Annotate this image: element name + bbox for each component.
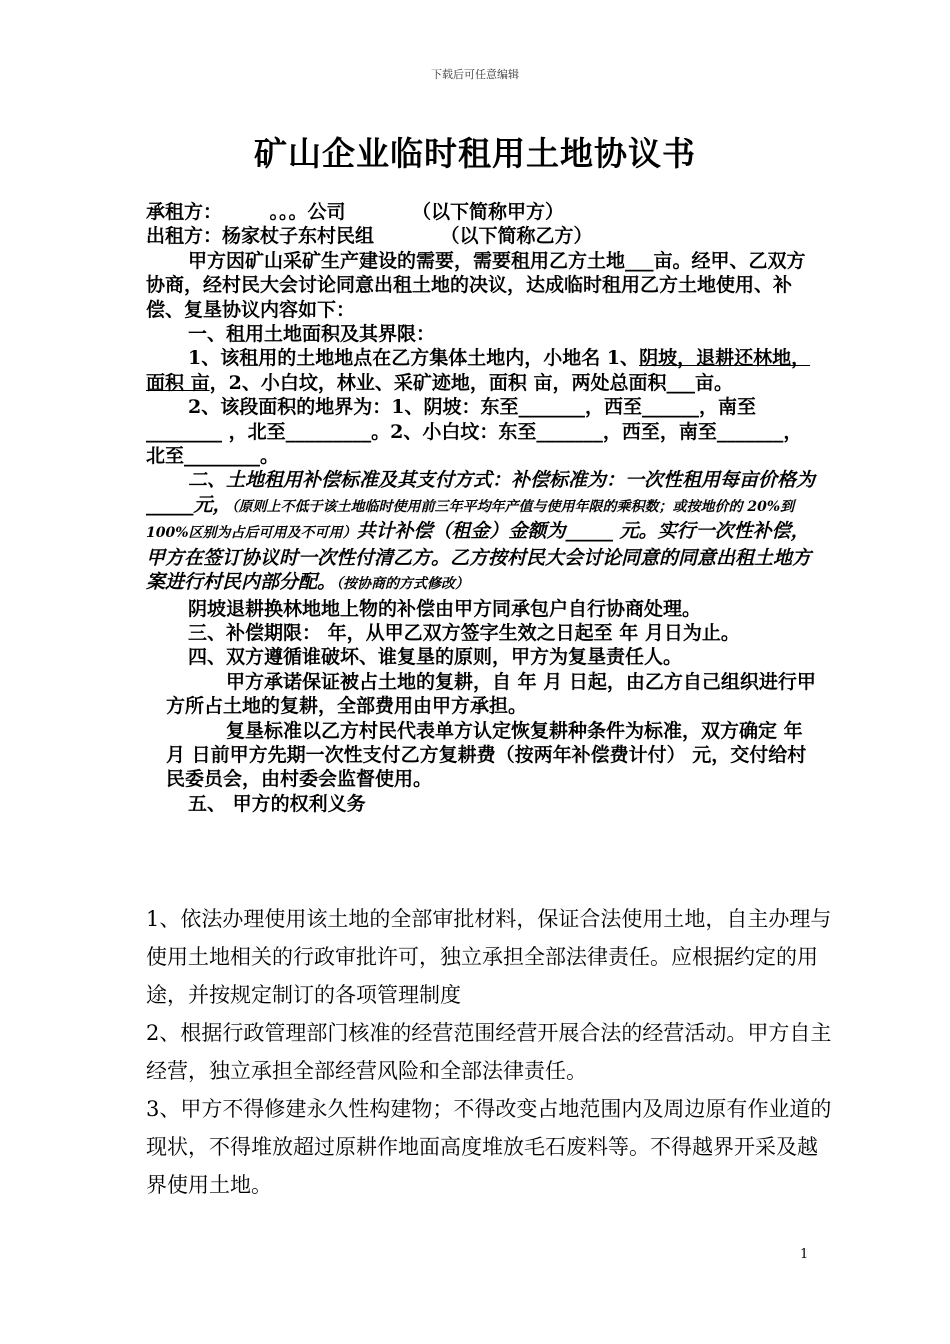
section-1-item-2: 2、该段面积的地界为：1、阴坡：东至_______，西至______，南至________ ，北至_________。2、小白坟：东至_______，西至，南至_______，北至________。 — [146, 396, 803, 468]
section-4-heading: 四、双方遵循谁破坏、谁复垦的原则，甲方为复垦责任人。 — [188, 646, 683, 669]
s1-p1-underlined: 阴坡，退耕还林地，面积 亩 — [146, 347, 811, 394]
section-5-item-3: 3、甲方不得修建永久性构建物；不得改变占地范围内及周边原有作业道的现状，不得堆放超过原耕作地面高度堆放毛石废料等。不得越界开采及越界使用土地。 — [146, 1097, 832, 1197]
section-2-extra: 阴坡退耕换林地地上物的补偿由甲方同承包户自行协商处理。 — [188, 597, 702, 620]
page-number: 1 — [800, 1247, 809, 1262]
s1-p1-text-a: 1、该租用的土地地点在乙方集体土地内，小地名 1、 — [188, 347, 640, 370]
s2-note: （原则上不低于该土地临时使用前三年平均年产值与使用年限的乘积数；或按地价的 20%到100%区别为占后可用及不可用） — [146, 498, 795, 542]
section-4-item-2: 复垦标准以乙方村民代表单方认定恢复耕种条件为标准，双方确定 年 月 日前甲方先期一次性支付乙方复耕费（按两年补偿费计付） 元，交付给村民委员会，由村委会监督使用。 — [166, 719, 807, 791]
page-header: 下载后可任意编辑 — [431, 68, 519, 81]
section-5-item-2: 2、根据行政管理部门核准的经营范围经营开展合法的经营活动。甲方自主经营，独立承担全部经营风险和全部法律责任。 — [146, 1021, 832, 1083]
contract-body-part2 — [146, 900, 836, 1204]
section-2-paragraph — [146, 468, 816, 596]
lessee-line: 承租方： 。。。公司 （以下简称甲方） — [146, 201, 565, 223]
contract-body-part1 — [146, 200, 816, 816]
s1-p1-text-b: ，2、小白坟，林业、采矿迹地，面积 亩，两处总面积___亩。 — [209, 371, 733, 394]
s2-text-a: 二、土地租用补偿标准及其支付方式：补偿标准为：一次性租用每亩价格为_____元， — [146, 469, 816, 516]
section-5-heading: 五、 甲方的权利义务 — [188, 792, 366, 815]
document-title: 矿山企业临时租用土地协议书 — [254, 134, 696, 173]
section-4-item-1: 甲方承诺保证被占土地的复耕，自 年 月 日起，由乙方自己组织进行甲方所占土地的复耕，全部费用由甲方承担。 — [166, 670, 816, 718]
section-5-item-1: 1、依法办理使用该土地的全部审批材料，保证合法使用土地，自主办理与使用土地相关的行政审批许可，独立承担全部法律责任。应根据约定的用途，并按规定制订的各项管理制度 — [146, 907, 832, 1007]
s2-note-2: （按协商的方式修改） — [336, 576, 470, 593]
section-3: 三、补偿期限： 年，从甲乙双方签字生效之日起至 年 月日为止。 — [188, 621, 740, 644]
intro-paragraph: 甲方因矿山采矿生产建设的需要，需要租用乙方土地___亩。经甲、乙双方协商，经村民大会讨论同意出租土地的决议，达成临时租用乙方土地使用、补偿、复垦协议内容如下： — [146, 249, 806, 321]
section-1-item-1 — [146, 346, 816, 395]
s2-text-b: 共计补偿（租金）金额为_____ 元。实行一次性补偿，甲方在签订协议时一次性付清乙方。乙方按村民大会讨论同意的同意出租土地方案进行村民内部分配。 — [146, 520, 812, 594]
lessor-line: 出租方：杨家杖子东村民组 （以下简称乙方） — [146, 225, 593, 248]
section-1-heading: 一、租用土地面积及其界限： — [188, 323, 436, 346]
